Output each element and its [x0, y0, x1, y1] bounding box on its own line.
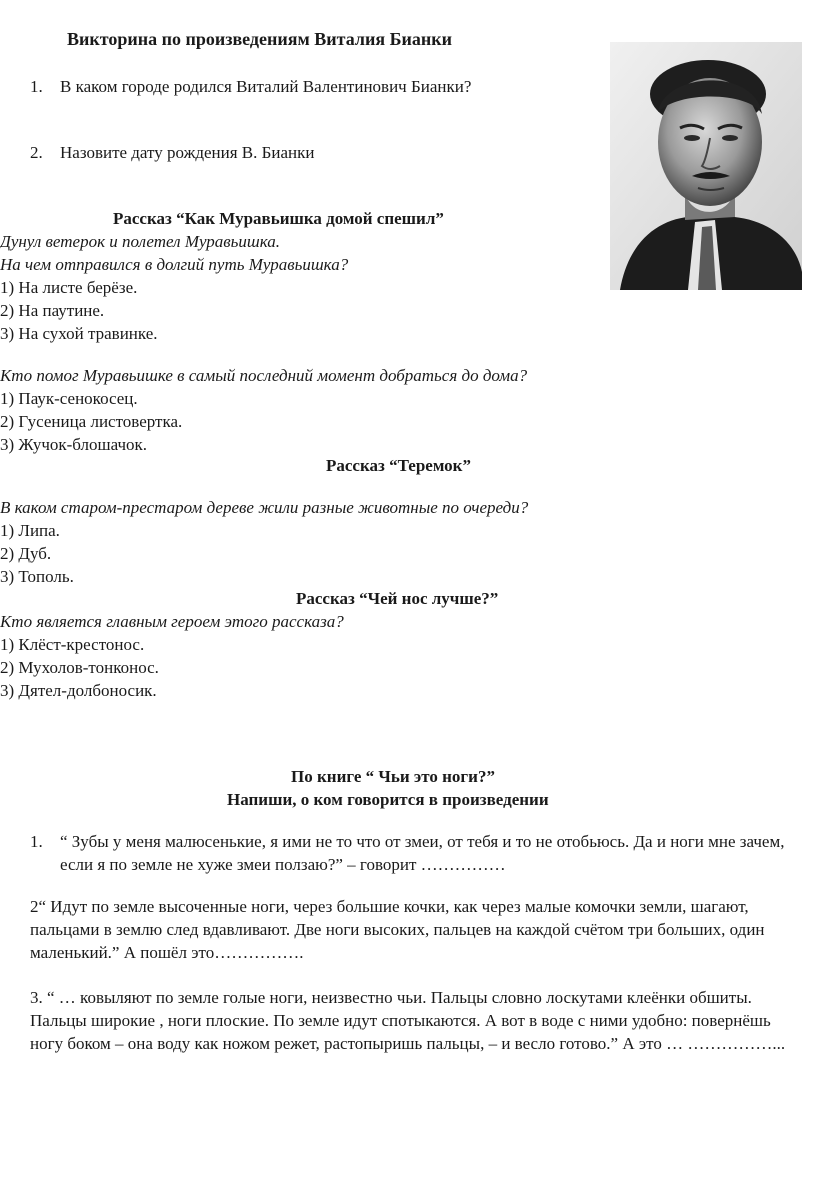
riddle-text: 2“ Идут по земле высоченные ноги, через большие кочки, как через малые комочки земли, шагают, пальцами в землю след вдавливают. Две ноги высоких, пальцев на каждой счётом три больших, один маленький.” А пошёл это…………….: [30, 897, 765, 962]
answer-option: 2) Дуб.: [0, 544, 52, 563]
answer-option: 1) Липа.: [0, 521, 60, 540]
portrait-image: [610, 42, 802, 290]
question-number: 2.: [30, 143, 43, 162]
section-heading-muravyishka: Рассказ “Как Муравьишка домой спешил”: [113, 209, 444, 228]
question-text: В каком городе родился Виталий Валентинович Бианки?: [60, 77, 472, 96]
item-number: 1.: [30, 832, 43, 851]
question-text: Кто является главным героем этого рассказа?: [0, 612, 344, 631]
page-title: Викторина по произведениям Виталия Бианки: [67, 29, 452, 49]
intro-line: Дунул ветерок и полетел Муравьишка.: [0, 232, 281, 251]
section-heading-chei-nos: Рассказ “Чей нос лучше?”: [296, 589, 499, 608]
answer-option: 3) На сухой травинке.: [0, 324, 158, 343]
answer-option: 1) На листе берёзе.: [0, 278, 138, 297]
section-heading-teremok: Рассказ “Теремок”: [326, 456, 471, 475]
question-number: 1.: [30, 77, 43, 96]
answer-option: 1) Паук-сенокосец.: [0, 389, 138, 408]
section-heading-chi-eto-nogi: По книге “ Чьи это ноги?”: [291, 767, 495, 786]
answer-option: 2) Мухолов-тонконос.: [0, 658, 159, 677]
question-text: Назовите дату рождения В. Бианки: [60, 143, 315, 162]
answer-option: 2) Гусеница листовертка.: [0, 412, 183, 431]
riddle-text: 3. “ … ковыляют по земле голые ноги, неизвестно чьи. Пальцы словно лоскутами клеёнки обшиты. Пальцы широкие , ноги плоские. По земле идут спотыкаются. А вот в воде с ними удобно: повернёшь ногу боком – она воду как ножом режет, растопыришь пальцы, – и весло готово.” А это … ……………...: [30, 988, 786, 1053]
answer-option: 3) Тополь.: [0, 567, 74, 586]
author-portrait-photo: [610, 42, 802, 290]
question-text: В каком старом-престаром дереве жили разные животные по очереди?: [0, 498, 529, 517]
riddle-text: “ Зубы у меня малюсенькие, я ими не то что от змеи, от тебя и то не отобьюсь. Да и ноги мне зачем, если я по земле не хуже змеи ползаю?” – говорит ……………: [60, 832, 785, 874]
question-text: Кто помог Муравьишке в самый последний момент добраться до дома?: [0, 366, 528, 385]
answer-option: 1) Клёст-крестонос.: [0, 635, 145, 654]
section-instruction: Напиши, о ком говорится в произведении: [227, 790, 549, 809]
answer-option: 2) На паутине.: [0, 301, 105, 320]
answer-option: 3) Жучок-блошачок.: [0, 435, 148, 454]
question-text: На чем отправился в долгий путь Муравьишка?: [0, 255, 349, 274]
answer-option: 3) Дятел-долбоносик.: [0, 681, 157, 700]
